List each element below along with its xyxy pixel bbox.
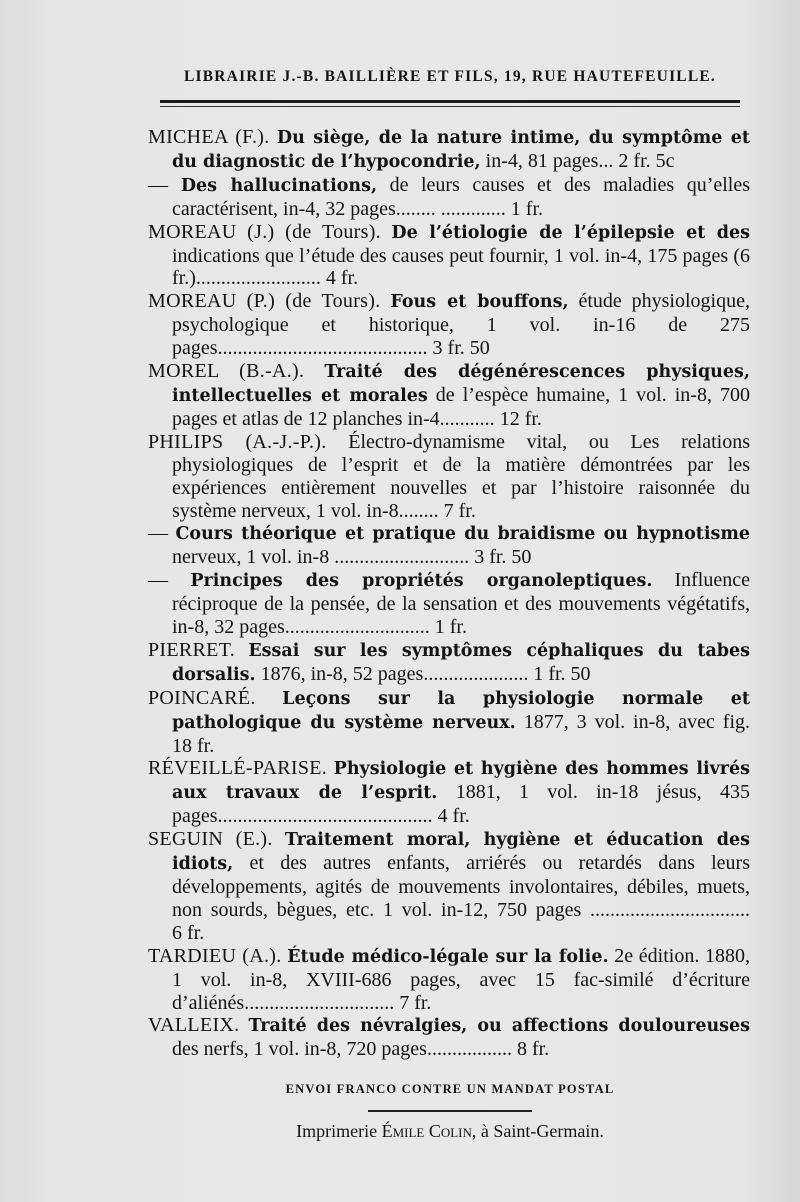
catalog-entry [148,828,750,945]
entry-author: — [148,522,169,545]
entry-title: Des hallucinations, [180,175,378,196]
catalog-entries [148,126,750,1061]
catalog-entry [148,1014,750,1061]
entry-title: De l’étiologie de l’épilepsie et des [391,222,750,243]
catalog-entry [148,126,750,174]
entry-author: PHILIPS (A.-J.-P.). [148,430,327,453]
entry-price: 8 fr. [516,1038,550,1061]
entry-author: PIERRET. [148,638,236,661]
entry-price: 7 fr. [443,499,476,522]
catalog-entry [148,569,750,639]
entry-title: Cours théorique et pratique du braidisme ou hypnotisme [175,524,751,545]
header-rule-thin [160,106,740,107]
entry-price: 1 fr. 50 [533,662,591,685]
imprint-suffix: à Saint-Germain. [480,1121,604,1141]
catalog-entry [148,221,750,291]
entry-price: 12 fr. [499,407,542,430]
imprint-name: Émile Colin, [381,1121,477,1141]
entry-author: — [148,569,169,592]
imprint-prefix: Imprimerie [296,1121,378,1141]
entry-author: SEGUIN (E.). [148,828,273,851]
catalog-entry [148,431,750,523]
footer-rule [368,1110,532,1112]
entry-description: in-4, 81 pages... [485,149,614,172]
catalog-entry [148,522,750,569]
printer-imprint [160,1121,740,1142]
entry-description: de leurs causes et des maladies qu’elles caractérisent, in-4, 32 pages........ ............. [172,173,751,220]
entry-description: Influence réciproque de la pensée, de la sensation et des mouvements végétatifs, in-8, 32 pages............................. [172,569,750,639]
entry-description: de l’espèce humaine, 1 vol. in-8, 700 pages et atlas de 12 planches in-4........... [172,383,750,430]
catalog-entry [148,757,750,828]
entry-description: 1876, in-8, 52 pages..................... [260,662,529,685]
entry-price: 3 fr. 50 [432,337,490,360]
entry-title: Essai sur les symptômes céphaliques du tabes dorsalis. [172,640,751,685]
entry-description: 1881, 1 vol. in-18 jésus, 435 pages........................................... [172,781,750,828]
catalog-entry [148,639,750,687]
entry-price: 4 fr. [325,267,359,290]
entry-author: MICHEA (F.). [148,126,270,148]
entry-author: TARDIEU (A.). [148,944,282,967]
entry-description: 1877, 3 vol. in-8, avec fig. [523,710,750,733]
entry-author: VALLEIX. [148,1014,240,1037]
entry-title: Physiologie et hygiène des hommes livrés aux travaux de l’esprit. [172,759,750,804]
entry-price: 18 fr. [172,734,215,757]
entry-price: 2 fr. 5c [618,149,675,172]
entry-title: Traitement moral, hygiène et éducation des idiots, [172,830,750,875]
entry-description: Électro-dynamisme vital, ou Les relations physiologiques de l’esprit et de la matière démontrées par les expériences entièrement nouvelles et par l’histoire raisonnée du système nerveux, 1 vol. in-8........ [172,430,751,522]
entry-author: RÉVEILLÉ-PARISE. [148,757,328,780]
entry-author: MOREAU (P.) (de Tours). [148,290,381,313]
entry-title: Principes des propriétés organoleptiques. [190,571,653,592]
entry-description: des nerfs, 1 vol. in-8, 720 pages................. [172,1038,512,1061]
catalog-entry [148,945,750,1015]
shipping-notice: ENVOI FRANCO CONTRE UN MANDAT POSTAL [285,1082,615,1096]
entry-title: Du siège, de la nature intime, du symptôme et du diagnostic de l’hypocondrie, [172,128,750,172]
entry-description: indications que l’étude des causes peut fournir, 1 vol. in-4, 175 pages (6 fr.)......................... [172,244,750,290]
entry-price: 7 fr. [399,991,432,1014]
entry-title: Étude médico-légale sur la folie. [287,946,609,967]
entry-price: 1 fr. [510,197,544,220]
entry-description: et des autres enfants, arriérés ou retardés dans leurs développements, agités de mouvements involontaires, débiles, muets, non sourds, bègues, etc. 1 vol. in-12, 750 pages ................................ [172,852,750,921]
entry-author: POINCARÉ. [148,686,256,709]
entry-title: Fous et bouffons, [390,292,569,313]
entry-description: étude physiologique, psychologique et historique, 1 vol. in-16 de 275 pages.......................................... [172,290,750,360]
entry-price: 3 fr. 50 [474,546,532,569]
entry-title: Traité des dégénérescences physiques, intellectuelles et morales [172,362,750,406]
entry-author: — [148,173,169,196]
entry-description: 2e édition. 1880, 1 vol. in-8, XVIII-686 pages, avec 15 fac-similé d’écriture d’aliénés.............................. [172,944,751,1014]
entry-price: 1 fr. [434,616,467,639]
entry-author: MOREAU (J.) (de Tours). [148,220,381,243]
entry-author: MOREL (B.-A.). [148,360,305,383]
entry-description: nerveux, 1 vol. in-8 ........................... [172,546,470,569]
catalog-entry [148,687,750,758]
catalog-entry [148,290,750,360]
catalog-entry [148,174,750,221]
entry-title: Traité des névralgies, ou affections douloureuses [248,1016,751,1037]
entry-title: Leçons sur la physiologie normale et pathologique du système nerveux. [172,688,751,733]
header-rule-thick [160,100,740,103]
entry-price: 6 fr. [172,921,205,944]
publisher-header: LIBRAIRIE J.-B. BAILLIÈRE ET FILS, 19, RUE HAUTEFEUILLE. [183,68,717,85]
catalog-entry [148,360,750,431]
entry-price: 4 fr. [437,805,470,828]
